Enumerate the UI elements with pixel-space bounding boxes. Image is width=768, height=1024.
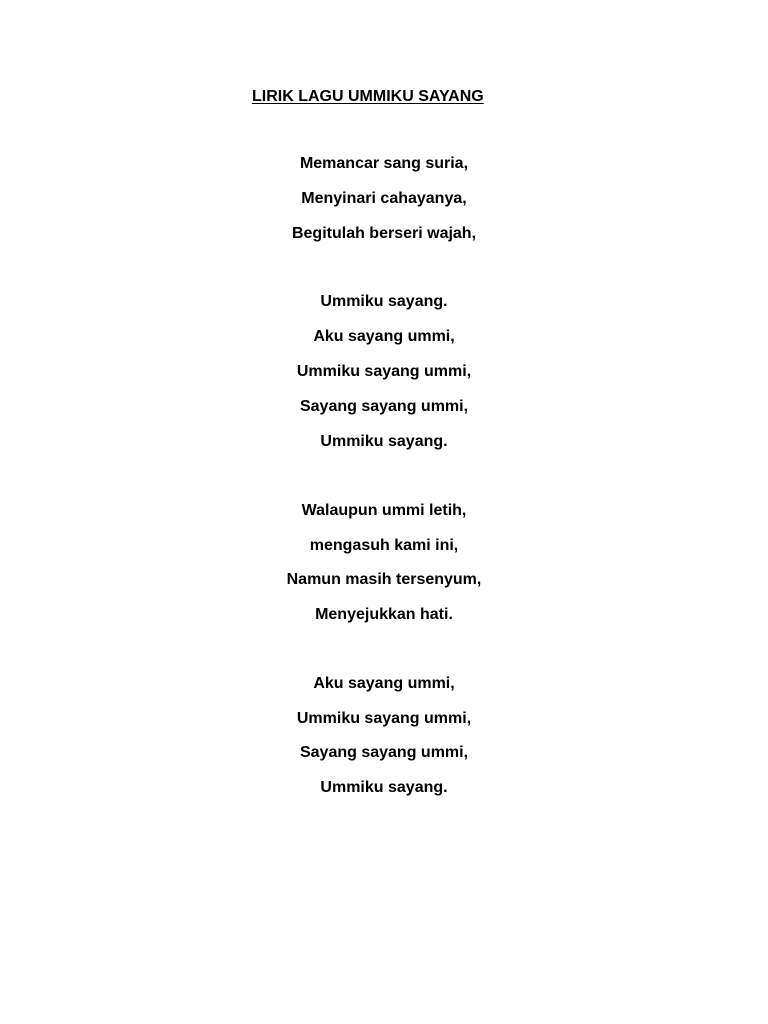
lyric-line: Memancar sang suria, <box>299 155 469 172</box>
lyric-line: Sayang sayang ummi, <box>299 744 469 761</box>
lyric-line: Menyinari cahayanya, <box>301 190 467 207</box>
lyric-line: Sayang sayang ummi, <box>299 398 469 415</box>
lyric-line: Ummiku sayang ummi, <box>296 710 472 727</box>
lyric-line: Aku sayang ummi, <box>313 328 455 345</box>
lyric-line: Ummiku sayang. <box>320 433 448 450</box>
lyric-line: Namun masih tersenyum, <box>286 571 482 588</box>
lyric-line: Aku sayang ummi, <box>313 675 455 692</box>
lyric-line: Ummiku sayang ummi, <box>296 363 472 380</box>
lyric-line: Walaupun ummi letih, <box>301 502 467 519</box>
lyric-line: Menyejukkan hati. <box>315 606 453 623</box>
page-title: LIRIK LAGU UMMIKU SAYANG <box>252 88 484 105</box>
lyric-line: Ummiku sayang. <box>320 293 448 310</box>
lyric-line: Begitulah berseri wajah, <box>291 225 477 242</box>
lyric-line: Ummiku sayang. <box>320 779 448 796</box>
lyric-line: mengasuh kami ini, <box>309 537 459 554</box>
